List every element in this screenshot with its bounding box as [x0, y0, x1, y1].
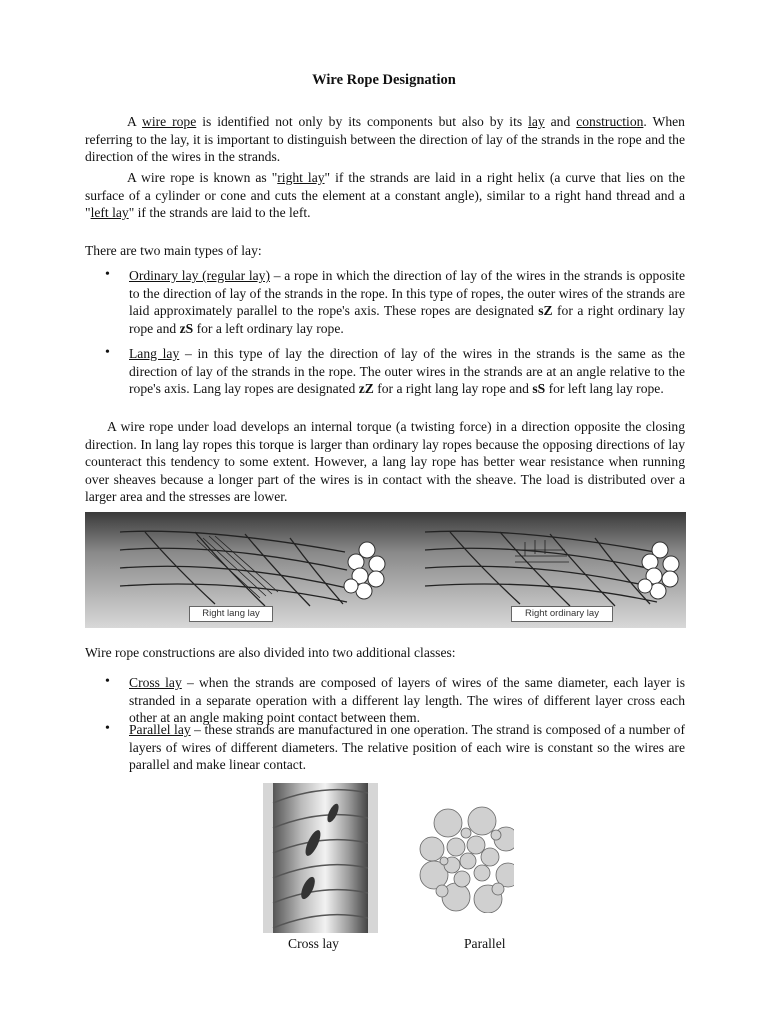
wire-rope-term: wire rope — [142, 114, 197, 129]
right-lang-lay-label: Right lang lay — [189, 606, 273, 622]
lay-direction-paragraph: A wire rope is known as "right lay" if the strands are laid in a right helix (a curve that lies on the surface of a cylinder or cone and cuts the element at a constant angle), similar to a right hand thread and a "left lay" if the strands are laid to the left. — [85, 170, 685, 220]
constructions-intro: Wire rope constructions are also divided into two additional classes: — [85, 645, 456, 660]
right-lay-term: right lay — [277, 170, 325, 185]
parallel-lay-term: Parallel lay — [129, 722, 191, 737]
parallel-lay-cross-section — [418, 805, 514, 913]
cross-lay-item: Cross lay – when the strands are composed of layers of wires of the same diameter, each layer is stranded in a separate operation with a different lay length. The wires of different layer cross each other at an angle making point contact between them. — [129, 675, 686, 725]
lay-term: lay — [528, 114, 545, 129]
bullet-parallel: • — [105, 721, 110, 736]
types-intro: There are two main types of lay: — [85, 243, 262, 258]
intro-paragraph: A wire rope is identified not only by its components but also by its lay and construction. When referring to the lay, it is important to distinguish between the direction of lay of the strands in the rope and the direction of the wires in the strands. — [85, 114, 685, 164]
parallel-caption: Parallel — [464, 936, 506, 951]
cross-lay-caption: Cross lay — [288, 936, 339, 951]
torque-paragraph: A wire rope under load develops an internal torque (a twisting force) in a direction opposite the closing direction. In lang lay ropes this torque is larger than ordinary lay ropes because the opposing directions of lay counteract this tendency to some extent. However, a lang lay rope has better wear resistance when running over sheaves because a longer part of the wires is in contact with the sheave. The load is distributed over a larger area and the stresses are lower. — [85, 419, 685, 504]
bullet-ordinary: • — [105, 267, 110, 282]
page-title: Wire Rope Designation — [312, 72, 456, 88]
right-ordinary-lay-label: Right ordinary lay — [511, 606, 613, 622]
rope-lay-figure — [85, 512, 686, 628]
lang-lay-term: Lang lay — [129, 346, 180, 361]
cross-lay-term: Cross lay — [129, 675, 182, 690]
left-lay-term: left lay — [90, 205, 129, 220]
ordinary-lay-term: Ordinary lay (regular lay) — [129, 268, 270, 283]
lang-lay-item: Lang lay – in this type of lay the direction of lay of the wires in the strands is the same as the direction of lay of the strands in the rope. The outer wires in the strands are at an angle relative to the rope's axis. Lang lay ropes are designated zZ for a right lang lay rope and sS for left lang lay rope. — [129, 346, 685, 396]
cross-lay-image — [263, 783, 378, 933]
construction-term: construction — [576, 114, 644, 129]
bullet-lang: • — [105, 345, 110, 360]
bullet-cross: • — [105, 674, 110, 689]
ordinary-lay-item: Ordinary lay (regular lay) – a rope in which the direction of lay of the wires in the strands is opposite to the direction of lay of the strands in the rope. In this type of ropes, the outer wires of the strands are laid approximately parallel to the rope's axis. These ropes are designated sZ for a right ordinary lay rope and zS for a left ordinary lay rope. — [129, 268, 685, 336]
parallel-lay-item: Parallel lay – these strands are manufactured in one operation. The strand is composed of a number of layers of wires of different diameters. The relative position of each wire is constant so the wires are parallel and make linear contact. — [129, 722, 685, 772]
